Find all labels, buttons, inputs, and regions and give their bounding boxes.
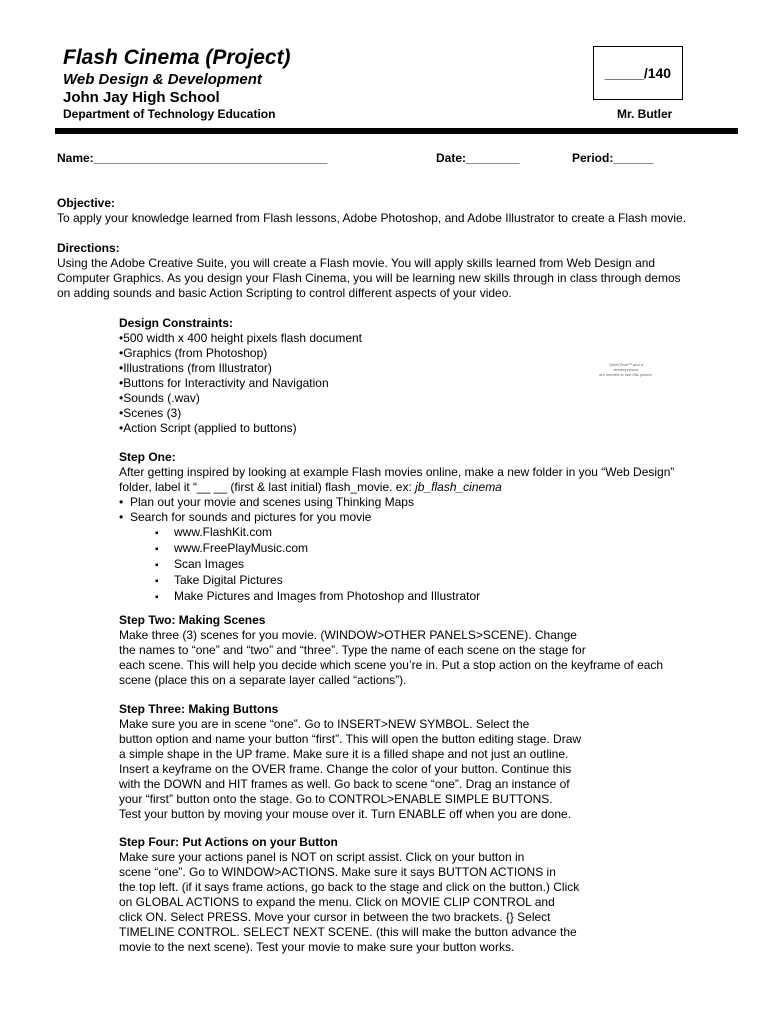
step-one-section bbox=[119, 450, 719, 605]
name-field: Name:___________________________________ bbox=[57, 151, 328, 165]
list-item: • Scenes (3) bbox=[119, 406, 719, 421]
step-three-line: your “first” button onto the stage. Go to CONTROL>ENABLE SIMPLE BUTTONS. bbox=[119, 792, 553, 806]
step-three-line: a simple shape in the UP frame. Make sure it is a filled shape and not just an outline. bbox=[119, 747, 569, 761]
score-box bbox=[593, 46, 683, 100]
step-three-line: Test your button by moving your mouse over it. Turn ENABLE off when you are done. bbox=[119, 807, 572, 821]
objective-heading: Objective: bbox=[57, 196, 116, 210]
step-one-list bbox=[119, 495, 719, 605]
step-two-heading: Step Two: Making Scenes bbox=[119, 613, 266, 627]
step-three-heading: Step Three: Making Buttons bbox=[119, 702, 279, 716]
step-four-line: scene “one”. Go to WINDOW>ACTIONS. Make sure it says BUTTON ACTIONS in bbox=[119, 865, 556, 879]
step-four-line: the top left. (if it says frame actions, go back to the stage and click on the button.) Click bbox=[119, 880, 580, 894]
step-three-line: Make sure you are in scene “one”. Go to INSERT>NEW SYMBOL. Select the bbox=[119, 717, 530, 731]
list-item: • Illustrations (from Illustrator) bbox=[119, 361, 719, 376]
step-four-line: TIMELINE CONTROL. SELECT NEXT SCENE. (this will make the button advance the bbox=[119, 925, 577, 939]
course-subtitle: Web Design & Development bbox=[63, 71, 262, 88]
step-four-line: movie to the next scene). Test your movie to make sure your button works. bbox=[119, 940, 515, 954]
list-item: ▪ Take Digital Pictures bbox=[155, 573, 719, 589]
step-three-line: Insert a keyframe on the OVER frame. Change the color of your button. Continue this bbox=[119, 762, 572, 776]
step-one-line: After getting inspired by looking at example Flash movies online, make a new folder in you “Web Design” bbox=[119, 465, 675, 479]
list-item: • Buttons for Interactivity and Navigation bbox=[119, 376, 719, 391]
resource-list bbox=[130, 525, 719, 605]
department-name: Department of Technology Education bbox=[63, 107, 276, 121]
step-three-line: button option and name your button “first”. This will open the button editing stage. Draw bbox=[119, 732, 582, 746]
list-item: • 500 width x 400 height pixels flash document bbox=[119, 331, 719, 346]
missing-image-placeholder: QuickTime™ and a decompressor are needed to see this picture. bbox=[599, 362, 653, 377]
directions-line: on adding sounds and basic Action Scripting to control different aspects of your video. bbox=[57, 286, 512, 300]
list-item: ▪ Scan Images bbox=[155, 557, 719, 573]
list-item: • Sounds (.wav) bbox=[119, 391, 719, 406]
directions-section bbox=[57, 241, 737, 301]
step-four-line: on GLOBAL ACTIONS to expand the menu. Click on MOVIE CLIP CONTROL and bbox=[119, 895, 555, 909]
step-one-line: folder, label it “__ __ (first & last initial) flash_movie. ex: jb_flash_cinema bbox=[119, 480, 502, 494]
directions-line: Computer Graphics. As you design your Flash Cinema, you will be learning new skills through in class through demos bbox=[57, 271, 681, 285]
list-item: • Search for sounds and pictures for you movie ▪ www.FlashKit.com ▪ www.FreePlayMusic.com ▪ Scan Images ▪ Take Digital Pictures ▪ Make Pictures and Images from Photoshop and Illustrator bbox=[119, 510, 719, 605]
directions-line: Using the Adobe Creative Suite, you will create a Flash movie. You will apply skills learned from Web Design and bbox=[57, 256, 656, 270]
date-field: Date:________ bbox=[436, 151, 520, 165]
folder-name-example: jb_flash_cinema bbox=[415, 480, 502, 494]
document-title: Flash Cinema (Project) bbox=[63, 46, 291, 69]
step-three-section bbox=[119, 702, 719, 822]
step-four-line: click ON. Select PRESS. Move your cursor in between the two brackets. {} Select bbox=[119, 910, 551, 924]
list-item: ▪ Make Pictures and Images from Photoshop and Illustrator bbox=[155, 589, 719, 605]
step-four-heading: Step Four: Put Actions on your Button bbox=[119, 835, 338, 849]
constraints-heading: Design Constraints: bbox=[119, 316, 234, 330]
teacher-name: Mr. Butler bbox=[617, 107, 673, 121]
step-two-line: the names to “one” and “two” and “three”. Type the name of each scene on the stage for bbox=[119, 643, 586, 657]
step-two-line: each scene. This will help you decide which scene you’re in. Put a stop action on the keyframe of each bbox=[119, 658, 664, 672]
step-four-section bbox=[119, 835, 719, 955]
list-item: • Plan out your movie and scenes using Thinking Maps bbox=[119, 495, 719, 510]
step-three-line: with the DOWN and HIT frames as well. Go back to scene “one”. Drag an instance of bbox=[119, 777, 570, 791]
step-two-line: Make three (3) scenes for you movie. (WINDOW>OTHER PANELS>SCENE). Change bbox=[119, 628, 577, 642]
constraints-list bbox=[119, 331, 719, 436]
score-text: _____/140 bbox=[604, 65, 672, 81]
header-divider bbox=[55, 128, 738, 134]
step-one-heading: Step One: bbox=[119, 450, 176, 464]
list-item: ▪ www.FreePlayMusic.com bbox=[155, 541, 719, 557]
directions-heading: Directions: bbox=[57, 241, 120, 255]
period-field: Period:______ bbox=[572, 151, 654, 165]
list-item: • Action Script (applied to buttons) bbox=[119, 421, 719, 436]
step-four-line: Make sure your actions panel is NOT on script assist. Click on your button in bbox=[119, 850, 525, 864]
school-name: John Jay High School bbox=[63, 89, 220, 106]
step-two-line: scene (place this on a separate layer called “actions”). bbox=[119, 673, 407, 687]
objective-text: To apply your knowledge learned from Flash lessons, Adobe Photoshop, and Adobe Illustrator to create a Flash movie. bbox=[57, 211, 687, 225]
list-item: • Graphics (from Photoshop) bbox=[119, 346, 719, 361]
list-item: ▪ www.FlashKit.com bbox=[155, 525, 719, 541]
step-two-section bbox=[119, 613, 719, 688]
objective-section bbox=[57, 196, 737, 226]
